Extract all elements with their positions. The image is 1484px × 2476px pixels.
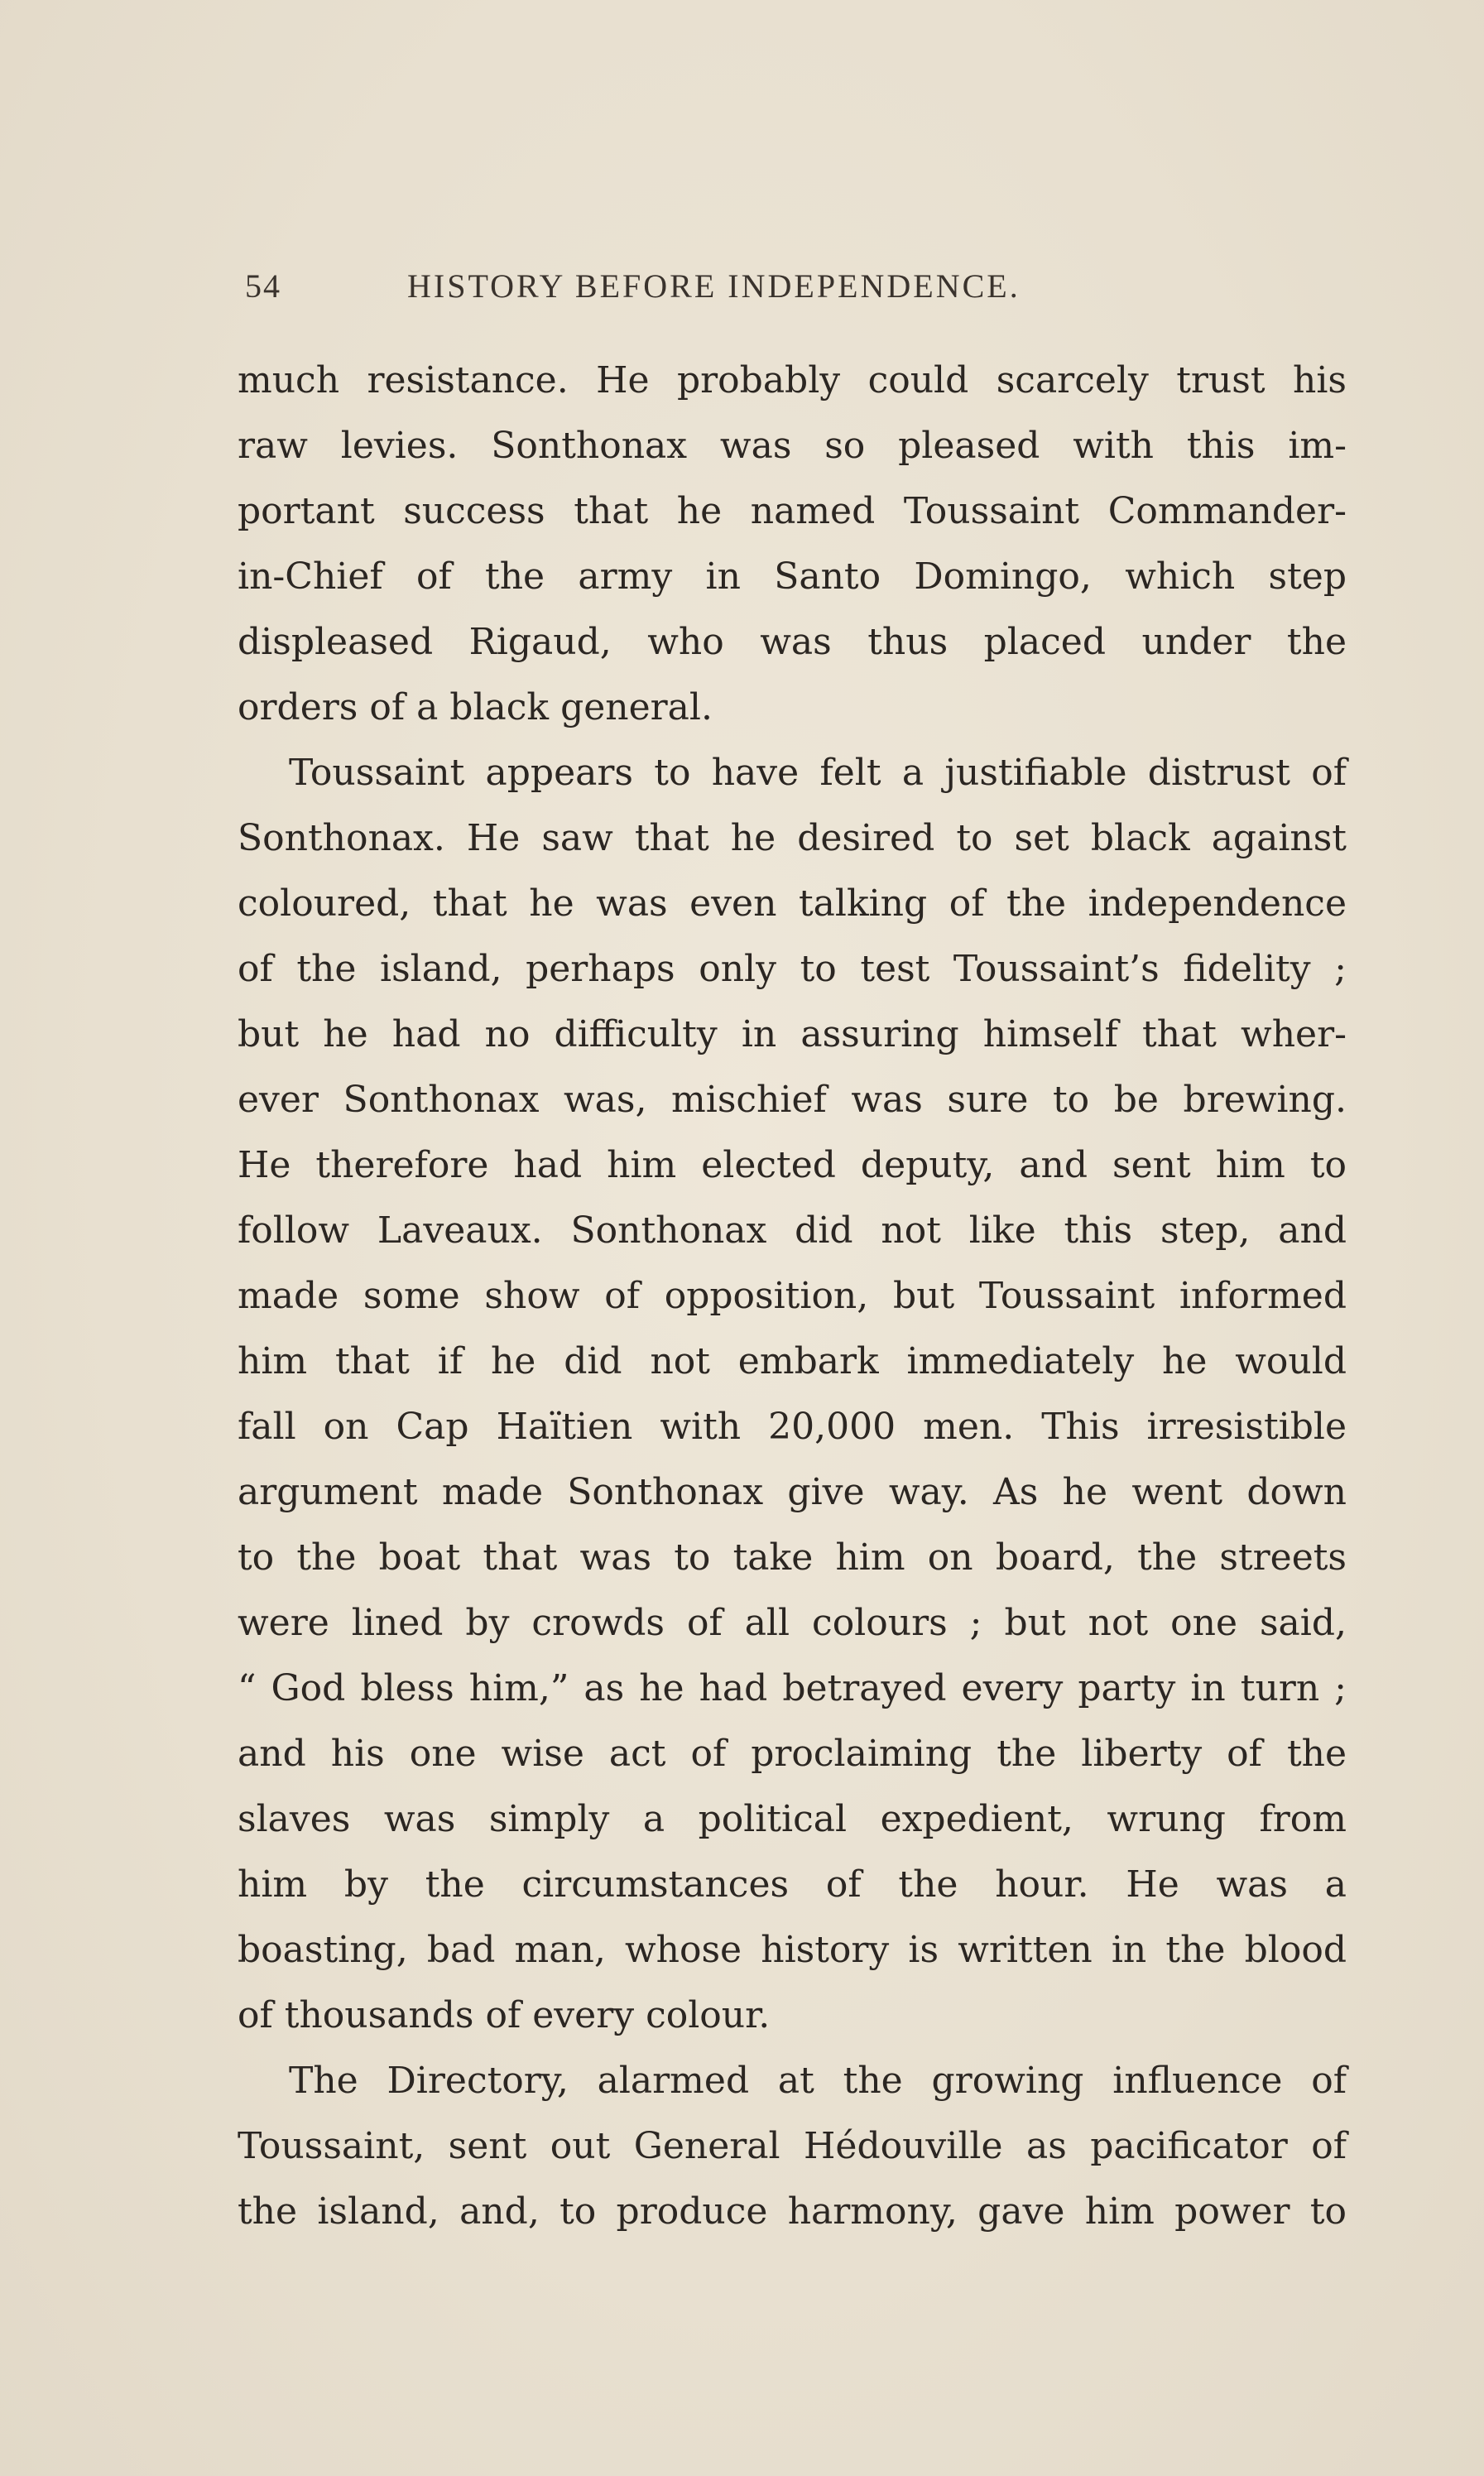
text-line: but he had no difficulty in assuring himself that wher-: [238, 1013, 1347, 1055]
text-line: of the island, perhaps only to test Toussaint’s fidelity ;: [238, 948, 1347, 990]
text-line: He therefore had him elected deputy, and sent him to: [238, 1144, 1347, 1186]
text-line: boasting, bad man, whose history is written in the blood: [238, 1929, 1347, 1971]
text-line: him that if he did not embark immediately he would: [238, 1340, 1347, 1382]
body-text: [238, 348, 1347, 2244]
text-line: Toussaint, sent out General Hédouville as pacificator of: [238, 2125, 1347, 2167]
text-line: to the boat that was to take him on board, the streets: [238, 1536, 1347, 1579]
text-line: raw levies. Sonthonax was so pleased with this im-: [238, 425, 1347, 467]
text-line: ever Sonthonax was, mischief was sure to be brewing.: [238, 1079, 1347, 1121]
text-line: Toussaint appears to have felt a justifiable distrust of: [289, 752, 1347, 794]
text-line: argument made Sonthonax give way. As he went down: [238, 1471, 1347, 1513]
text-line: were lined by crowds of all colours ; but not one said,: [238, 1602, 1347, 1644]
running-head: [245, 267, 1346, 316]
running-title: HISTORY BEFORE INDEPENDENCE.: [407, 267, 1021, 305]
text-line: The Directory, alarmed at the growing influence of: [289, 2060, 1347, 2102]
text-line: of thousands of every colour.: [238, 1994, 771, 2036]
text-line: follow Laveaux. Sonthonax did not like this step, and: [238, 1209, 1347, 1252]
text-line: Sonthonax. He saw that he desired to set black against: [238, 817, 1347, 859]
text-line: and his one wise act of proclaiming the liberty of the: [238, 1733, 1347, 1775]
text-line: in-Chief of the army in Santo Domingo, which step: [238, 555, 1347, 598]
text-line: “ God bless him,” as he had betrayed every party in turn ;: [238, 1667, 1347, 1709]
text-line: made some show of opposition, but Toussaint informed: [238, 1275, 1347, 1317]
text-line: much resistance. He probably could scarcely trust his: [238, 359, 1347, 401]
text-line: fall on Cap Haïtien with 20,000 men. This irresistible: [238, 1406, 1347, 1448]
text-line: him by the circumstances of the hour. He was a: [238, 1863, 1347, 1906]
text-line: displeased Rigaud, who was thus placed under the: [238, 621, 1347, 663]
text-line: portant success that he named Toussaint Commander-: [238, 490, 1347, 532]
text-line: the island, and, to produce harmony, gave him power to: [238, 2190, 1347, 2233]
text-line: orders of a black general.: [238, 686, 713, 728]
text-line: slaves was simply a political expedient, wrung from: [238, 1798, 1347, 1840]
text-line: coloured, that he was even talking of the independence: [238, 882, 1347, 925]
page-number: 54: [245, 267, 281, 305]
